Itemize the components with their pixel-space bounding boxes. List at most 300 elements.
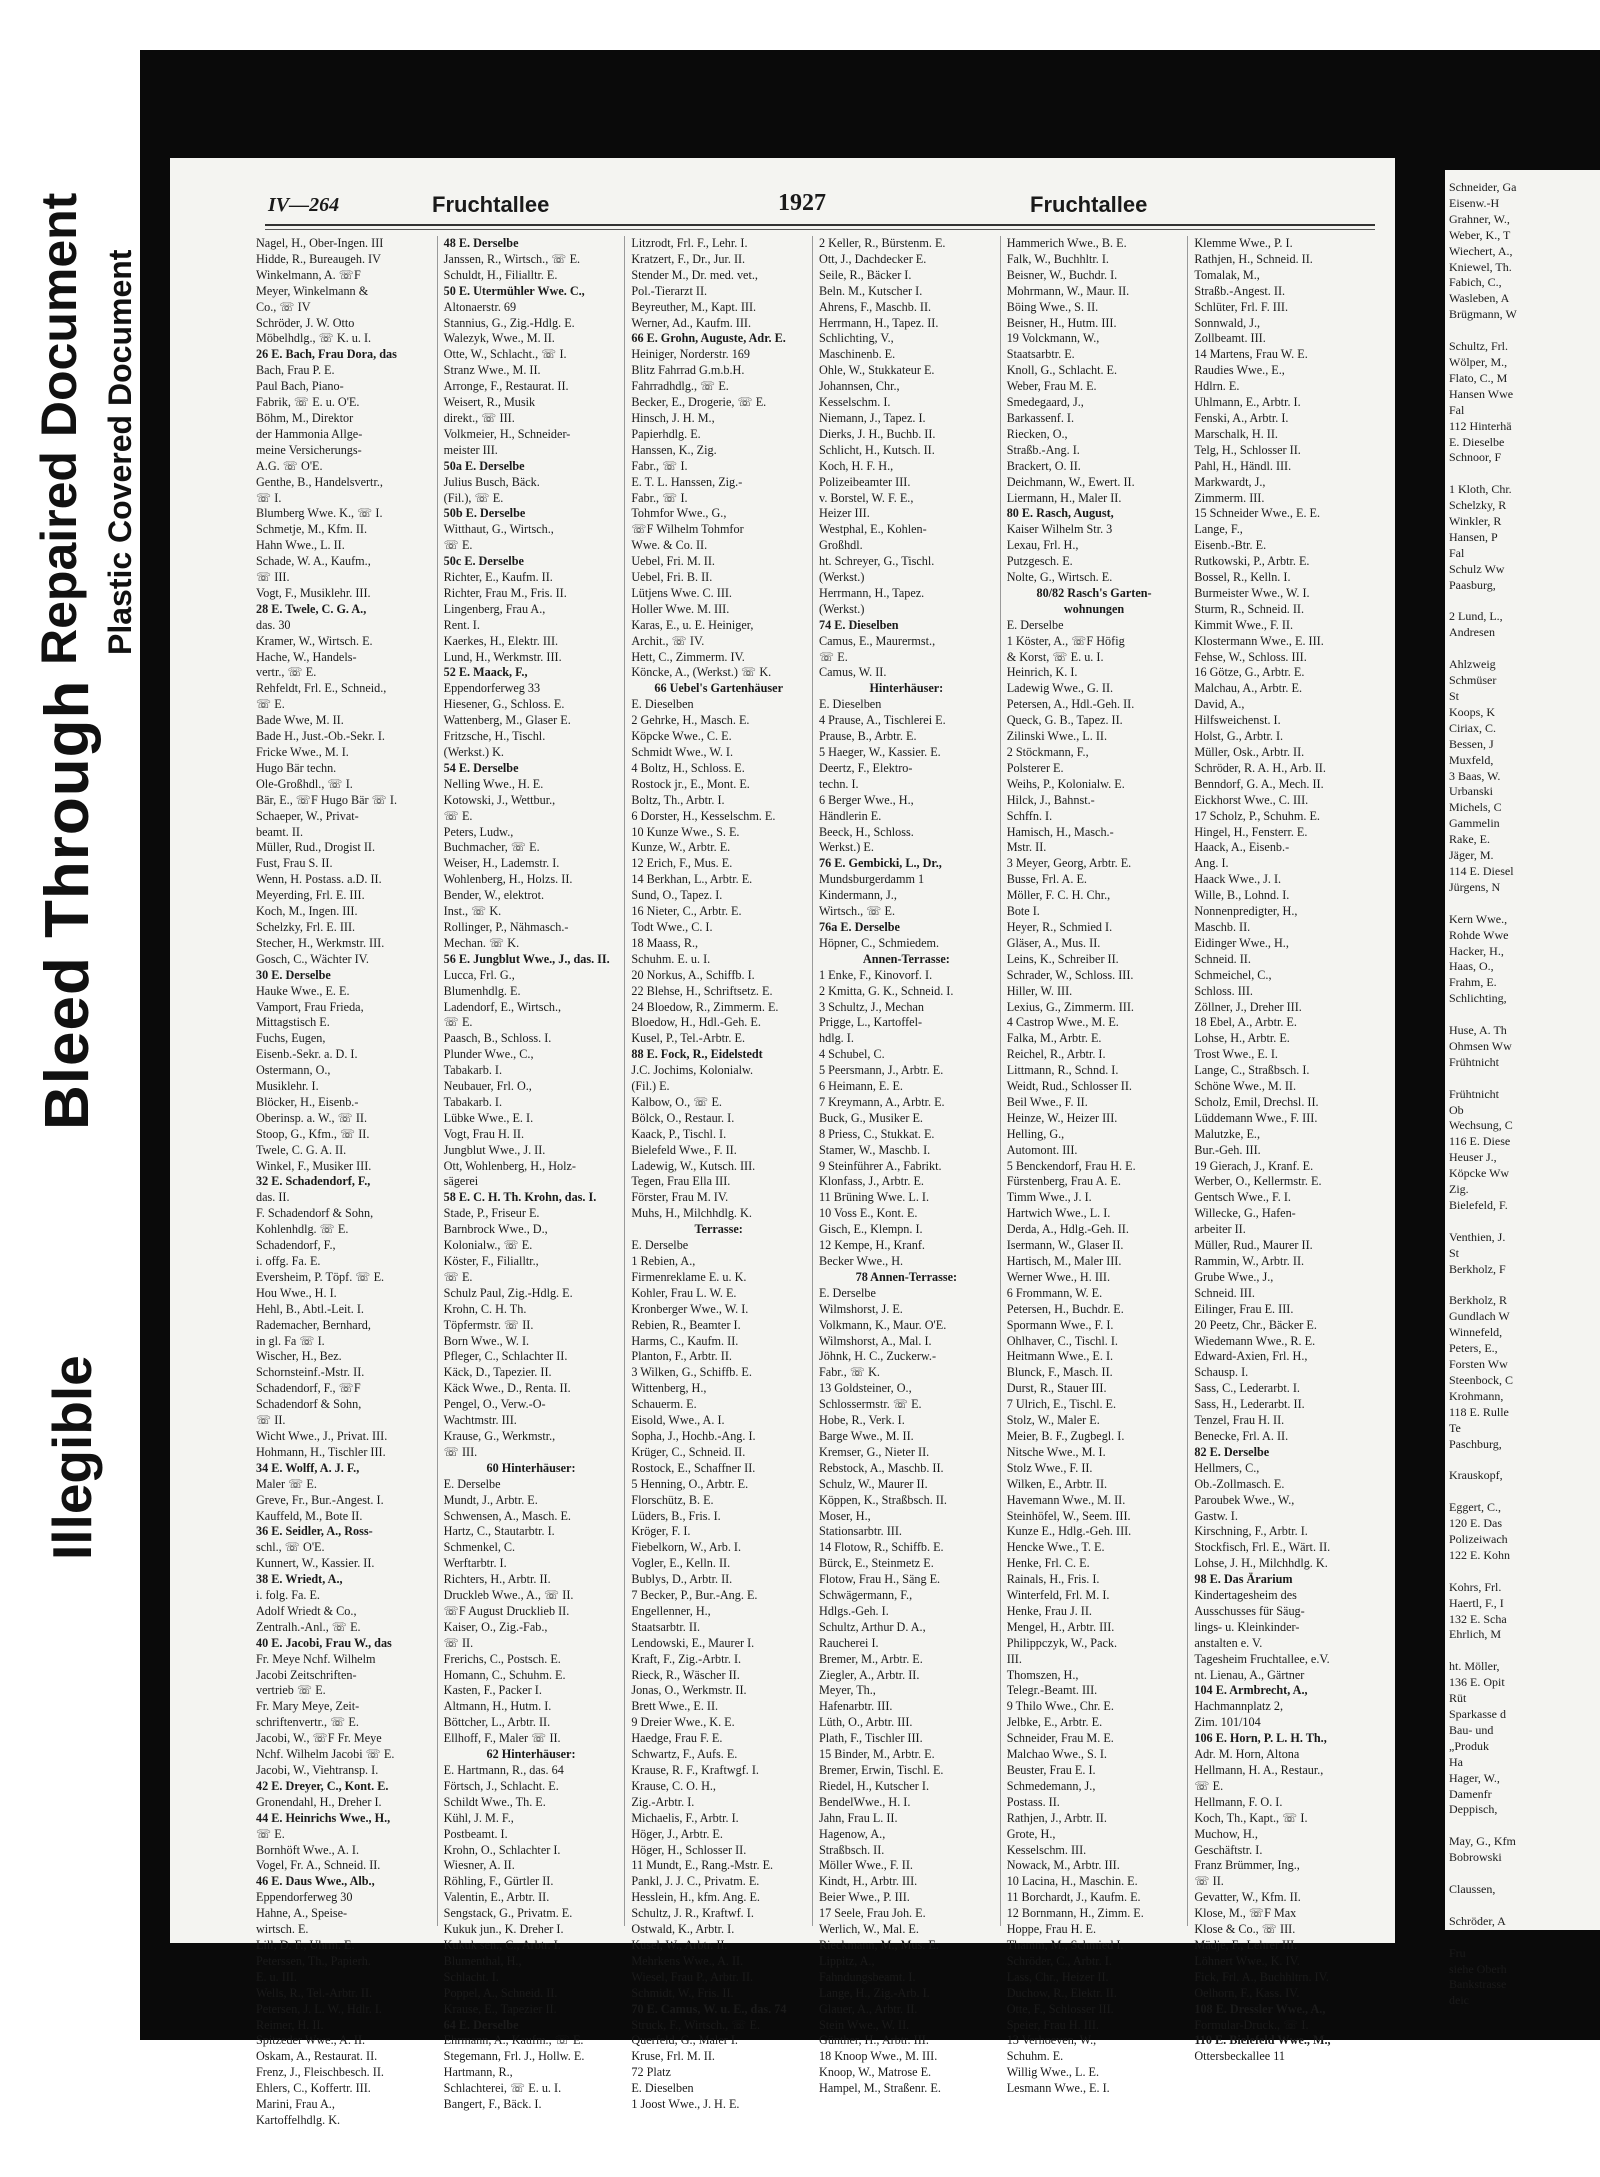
directory-entry: Bur.-Geh. III. xyxy=(1194,1142,1261,1157)
directory-entry: 42 E. Dreyer, C., Kont. E. xyxy=(256,1778,389,1793)
directory-entry: Johannsen, Chr., xyxy=(819,379,900,394)
directory-entry: Littmann, R., Schnd. I. xyxy=(1006,1063,1119,1078)
directory-entry: 6 Berger Wwe., H., xyxy=(819,792,914,807)
directory-entry: Hdlgs.-Geh. I. xyxy=(819,1603,889,1618)
directory-entry: Thamm, M., Schmied I. xyxy=(1006,1937,1124,1952)
directory-entry: 5 Peersmann, J., Arbtr. E. xyxy=(819,1063,944,1078)
facing-entry: Heuser J., xyxy=(1449,1150,1497,1165)
directory-entry: Falk, W., Buchhltr. I. xyxy=(1006,251,1109,266)
directory-entry: Hilck, J., Bahnst.- xyxy=(1006,792,1095,807)
facing-entry: 2 Lund, L., xyxy=(1449,609,1503,624)
directory-entry: Beln. M., Kutscher I. xyxy=(819,283,923,298)
directory-entry: 11 Borchardt, J., Kaufm. E. xyxy=(1006,1890,1141,1905)
directory-entry: Straßbsch. II. xyxy=(819,1842,885,1857)
directory-entry: Hellmann, F. O. I. xyxy=(1194,1794,1283,1809)
directory-entry: Ellhoff, F., Maler ☏ II. xyxy=(443,1731,561,1746)
directory-entry: Haack Wwe., J. I. xyxy=(1194,872,1282,887)
directory-entry: Deertz, F., Elektro- xyxy=(819,760,913,775)
directory-entry: Schlüter, Frl. F. III. xyxy=(1194,299,1289,314)
directory-entry: Hencke Wwe., T. E. xyxy=(1006,1540,1105,1555)
facing-entry: Kniewel, Th. xyxy=(1449,259,1512,274)
page-header xyxy=(170,158,1395,217)
directory-entry: 1 Rebien, A., xyxy=(631,1254,696,1268)
directory-entry: 1 Köster, A., ☏F Höfig xyxy=(1006,633,1125,648)
directory-entry: Heitmann Wwe., E. I. xyxy=(1006,1349,1114,1364)
facing-entry: siehe Oberh xyxy=(1449,1961,1507,1976)
directory-entry: Deichmann, W., Ewert. II. xyxy=(1006,474,1135,489)
header-rule-thin xyxy=(265,229,1375,230)
directory-entry: E. T. L. Hanssen, Zig.- xyxy=(631,474,743,489)
page-number: IV—264 xyxy=(268,194,340,216)
directory-entry: Haack, A., Eisenb.- xyxy=(1194,840,1290,855)
directory-entry: Kunnert, W., Kassier. II. xyxy=(256,1556,375,1571)
facing-entry xyxy=(1449,1214,1596,1230)
directory-entry: Tabakarb. I. xyxy=(443,1063,503,1078)
directory-entry: Archit., ☏ IV. xyxy=(631,633,705,648)
directory-entry: Schulz Paul, Zig.-Hdlg. E. xyxy=(443,1285,573,1300)
directory-entry: Kesselschm. III. xyxy=(1006,1842,1087,1857)
directory-entry: 3 Meyer, Georg, Arbtr. E. xyxy=(1006,856,1132,871)
directory-entry: Schornsteinf.-Mstr. II. xyxy=(256,1365,365,1380)
directory-entry: Zollbeamt. III. xyxy=(1194,331,1266,346)
directory-entry: Rammin, W., Arbtr. II. xyxy=(1194,1254,1305,1268)
directory-entry: Malchau, A., Arbtr. E. xyxy=(1194,681,1302,696)
facing-entry: 118 E. Rulle xyxy=(1449,1404,1509,1419)
directory-entry: Blitz Fahrrad G.m.b.H. xyxy=(631,363,745,378)
directory-entry: Heinze, W., Heizer III. xyxy=(1006,1110,1118,1125)
facing-entry: Forsten Ww xyxy=(1449,1357,1508,1372)
directory-entry: Kindermann, J., xyxy=(819,888,897,903)
directory-entry: Zig.-Arbtr. I. xyxy=(631,1794,695,1809)
directory-entry: Ostwald, K., Arbtr. I. xyxy=(631,1922,735,1937)
facing-entry: Eisenw.-H xyxy=(1449,195,1500,210)
directory-entry: Schauerm. E. xyxy=(631,1397,697,1412)
directory-entry: Blumenhdlg. E. xyxy=(443,983,521,998)
directory-entry: 18 Maass, R., xyxy=(631,935,699,950)
directory-entry: Weidt, Rud., Schlosser II. xyxy=(1006,1079,1132,1094)
directory-entry: Mädje, F., Lehrer III. xyxy=(1194,1937,1298,1952)
directory-entry: Hidde, R., Bureaugeh. IV xyxy=(256,251,381,266)
directory-entry: Bach, Frau P. E. xyxy=(256,363,335,378)
directory-entry: Edward-Axien, Frl. H., xyxy=(1194,1349,1308,1364)
directory-entry: Nchf. Wilhelm Jacobi ☏ E. xyxy=(256,1747,395,1762)
directory-entry: Gentsch Wwe., F. I. xyxy=(1194,1190,1291,1205)
directory-entry: Böhm, M., Direktor xyxy=(256,410,354,425)
directory-entry: 82 E. Derselbe xyxy=(1194,1444,1270,1459)
facing-entry: Rake, E. xyxy=(1449,832,1490,847)
directory-entry: Koch, M., Ingen. III. xyxy=(256,904,358,919)
directory-entry: Twele, C. G. A. II. xyxy=(256,1142,347,1157)
directory-entry: 14 Flotow, R., Schiffb. E. xyxy=(819,1540,944,1555)
directory-entry: (Fil.), ☏ E. xyxy=(443,490,504,505)
directory-entry: Hou Wwe., H. I. xyxy=(256,1285,337,1300)
directory-entry: Schmeichel, C., xyxy=(1194,967,1272,982)
facing-entry: Claussen, xyxy=(1449,1881,1496,1896)
directory-entry: 108 E. Dressler Wwe., A., xyxy=(1194,2001,1326,2016)
directory-entry: Querfeld, G., Maler I. xyxy=(631,2033,738,2048)
directory-entry: Niemann, J., Tapez. I. xyxy=(819,410,926,425)
directory-entry: vertrieb ☏ E. xyxy=(256,1683,326,1698)
directory-entry: Adolf Wriedt & Co., xyxy=(256,1603,357,1618)
directory-entry: Stockfisch, Frl. E., Wärt. II. xyxy=(1194,1540,1331,1555)
directory-entry: Lüders, B., Fris. I. xyxy=(631,1508,721,1523)
directory-entry: Beier Wwe., P. III. xyxy=(819,1890,910,1905)
directory-entry: Mechan. ☏ K. xyxy=(443,935,520,950)
facing-entry xyxy=(1449,896,1596,912)
directory-entry: Formular-Druck., ☏ I. xyxy=(1194,2017,1309,2032)
directory-entry: Mohrmann, W., Maur. II. xyxy=(1006,283,1130,298)
directory-entry: Lütjens Wwe. C. III. xyxy=(631,585,732,600)
directory-entry: Ang. I. xyxy=(1194,856,1229,871)
directory-entry: Telg, H., Schlosser II. xyxy=(1194,442,1301,457)
directory-entry: Lohse, H., Arbtr. E. xyxy=(1194,1031,1290,1046)
plastic-covered-label: Plastic Covered Document xyxy=(102,249,138,655)
directory-entry: Fürstenberg, Frau A. E. xyxy=(1006,1174,1121,1189)
directory-entry: Wiedemann Wwe., R. E. xyxy=(1194,1333,1316,1348)
facing-entry: Michels, C xyxy=(1449,800,1502,815)
directory-entry: wirtsch. E. xyxy=(256,1922,309,1937)
directory-entry: Jacobi, W., Viehtransp. I. xyxy=(256,1763,379,1777)
directory-entry: 6 Frommann, W. E. xyxy=(1006,1285,1103,1300)
directory-entry: Kimmit Wwe., F. II. xyxy=(1194,617,1294,632)
directory-entry: Arronge, F., Restaurat. II. xyxy=(443,379,569,394)
directory-entry: E. u. III. xyxy=(256,1969,297,1984)
directory-entry: Michaelis, F., Arbtr. I. xyxy=(631,1810,739,1825)
facing-entry: Huse, A. Th xyxy=(1449,1023,1507,1038)
directory-column-4 xyxy=(813,236,1001,2096)
directory-entry: Wittenberg, H., xyxy=(631,1381,707,1396)
directory-entry: Werftarbtr. I. xyxy=(443,1556,507,1571)
facing-entry: Haas, O., xyxy=(1449,959,1494,974)
directory-entry: Wirtsch., ☏ E. xyxy=(819,904,896,919)
directory-entry: Homann, C., Schuhm. E. xyxy=(443,1667,566,1682)
directory-entry: Beisner, H., Hutm. III. xyxy=(1006,315,1117,330)
directory-entry: Peters, Ludw., xyxy=(443,824,514,839)
directory-entry: Hartwich Wwe., L. I. xyxy=(1006,1206,1111,1221)
directory-entry: Rehfeldt, Frl. E., Schneid., xyxy=(256,681,387,696)
directory-entry: Gastw. I. xyxy=(1194,1508,1238,1523)
directory-entry: Richters, H., Arbtr. II. xyxy=(443,1572,551,1587)
directory-entry: Kohler, Frau L. W. E. xyxy=(631,1285,737,1300)
directory-entry: Richter, E., Kaufm. II. xyxy=(443,570,553,585)
directory-entry: Speier, Frau H. III. xyxy=(1006,2017,1099,2032)
directory-entry: Kremser, G., Nieter II. xyxy=(819,1444,930,1459)
directory-entry: ☏ II. xyxy=(256,1413,286,1428)
facing-entry: Kohrs, Frl. xyxy=(1449,1579,1502,1594)
directory-entry: Werkst.) E. xyxy=(819,840,874,855)
facing-entry: Berkholz, R xyxy=(1449,1293,1507,1308)
directory-entry: Schröder, R. A. H., Arb. II. xyxy=(1194,760,1326,775)
directory-entry: Schröder, C., Arbtr. I. xyxy=(1006,1953,1112,1968)
directory-entry: 30 E. Derselbe xyxy=(256,967,331,982)
directory-entry: Lucca, Frl. G., xyxy=(443,967,515,982)
directory-entry: Altonaerstr. 69 xyxy=(443,299,517,314)
facing-entry: Rohde Wwe xyxy=(1449,927,1509,942)
directory-entry: Philippczyk, W., Pack. xyxy=(1006,1635,1118,1650)
directory-entry: Sonnwald, J., xyxy=(1194,315,1261,330)
directory-entry: Hartisch, M., Maler III. xyxy=(1006,1254,1122,1268)
directory-entry: Lippitz, A., xyxy=(819,1953,875,1968)
directory-entry: schl., ☏ O'E. xyxy=(256,1540,325,1555)
facing-entry: May, G., Kfm xyxy=(1449,1834,1516,1849)
directory-entry: Uebel, Fri. M. II. xyxy=(631,554,715,569)
facing-entry: Ob xyxy=(1449,1102,1464,1117)
directory-entry: Prause, B., Arbtr. E. xyxy=(819,729,917,744)
directory-entry: Hesslein, H., kfm. Ang. E. xyxy=(631,1890,760,1905)
directory-entry: Röhling, F., Gürtler II. xyxy=(443,1874,554,1889)
directory-page xyxy=(170,158,1395,2127)
directory-entry: Fust, Frau S. II. xyxy=(256,856,333,871)
directory-entry: Petersen, A., Hdl.-Geh. II. xyxy=(1006,697,1135,712)
directory-entry: Winkel, F., Musiker III. xyxy=(256,1158,372,1173)
directory-entry: Meier, B. F., Zugbegl. I. xyxy=(1006,1428,1125,1443)
directory-entry: 9 Steinführer A., Fabrikt. xyxy=(819,1158,942,1173)
directory-entry: Köster, F., Filialltr., xyxy=(443,1254,539,1268)
directory-entry: Helling, G., xyxy=(1006,1126,1065,1141)
directory-entry: Musiklehr. I. xyxy=(256,1079,319,1094)
directory-entry: 5 Henning, O., Arbtr. E. xyxy=(631,1476,749,1491)
directory-entry: Durst, R., Stauer III. xyxy=(1006,1381,1107,1396)
directory-entry: 110 E. Bielefeld Wwe., M., xyxy=(1194,2033,1331,2048)
directory-entry: Schröder, J. W. Otto xyxy=(256,315,355,330)
directory-entry: 13 Goldsteiner, O., xyxy=(819,1381,912,1396)
directory-entry: Schultz, Arthur D. A., xyxy=(819,1619,926,1634)
repaired-document-label: Repaired Document xyxy=(31,192,87,665)
directory-entry: Tenzel, Frau H. II. xyxy=(1194,1413,1285,1428)
directory-entry: Florschütz, B. E. xyxy=(631,1492,714,1507)
directory-entry: Schulz, W., Maurer II. xyxy=(819,1476,928,1491)
facing-entry xyxy=(1449,1071,1596,1087)
directory-entry: Seile, R., Bäcker I. xyxy=(819,267,912,282)
directory-entry: Lübke Wwe., E. I. xyxy=(443,1110,534,1125)
facing-entry: Ha xyxy=(1449,1754,1463,1769)
directory-entry: 12 Kempe, H., Kranf. xyxy=(819,1238,925,1253)
directory-entry: Beyreuther, M., Kapt. III. xyxy=(631,299,757,314)
directory-entry: Valentin, E., Arbtr. II. xyxy=(443,1890,550,1905)
directory-entry: 5 Benckendorf, Frau H. E. xyxy=(1006,1158,1136,1173)
directory-entry: Hellmers, C., xyxy=(1194,1460,1260,1475)
directory-entry: Förster, Frau M. IV. xyxy=(631,1190,729,1205)
directory-entry: 64 E. Derselbe xyxy=(443,2017,519,2032)
directory-entry: 66 Uebel's Gartenhäuser xyxy=(654,681,783,696)
facing-entry: „Produk xyxy=(1449,1738,1489,1753)
directory-entry: Schelzky, Frl. E. III. xyxy=(256,919,356,934)
directory-entry: Falka, M., Arbtr. E. xyxy=(1006,1031,1102,1046)
facing-entry: Krohmann, xyxy=(1449,1388,1504,1403)
directory-column-2 xyxy=(438,236,626,2112)
directory-entry: David, A., xyxy=(1194,697,1245,712)
facing-entry: Hager, W., xyxy=(1449,1770,1500,1785)
directory-entry: Staatsarbtr. II. xyxy=(631,1619,701,1634)
directory-entry: 50b E. Derselbe xyxy=(443,506,526,521)
directory-entry: Koch, H. F. H., xyxy=(819,458,894,473)
directory-columns xyxy=(250,236,1375,2127)
directory-entry: Tagesheim Fruchtallee, e.V. xyxy=(1194,1651,1330,1666)
directory-entry: Liermann, H., Maler II. xyxy=(1006,490,1122,505)
directory-entry: Maschinenb. E. xyxy=(819,347,896,362)
directory-entry: Kaerkes, H., Elektr. III. xyxy=(443,633,559,648)
facing-entry: Fru xyxy=(1449,1945,1466,1960)
directory-entry: Schlossermstr. ☏ E. xyxy=(819,1397,922,1412)
directory-entry: 17 Scholz, P., Schuhm. E. xyxy=(1194,808,1320,823)
directory-entry: Schmidt Wwe., W. I. xyxy=(631,745,734,759)
directory-entry: Sopha, J., Hochb.-Ang. I. xyxy=(631,1428,756,1443)
directory-entry: Werner, Ad., Kaufm. III. xyxy=(631,315,752,330)
directory-entry: Kirschning, F., Arbtr. I. xyxy=(1194,1524,1308,1539)
directory-entry: Rieckmann, M., Mus. E. xyxy=(819,1937,939,1952)
directory-entry: 74 E. Dieselben xyxy=(819,617,899,632)
directory-entry: i. folg. Fa. E. xyxy=(256,1588,320,1603)
facing-entry: Urbanski xyxy=(1449,784,1493,799)
directory-entry: Schlicht, H., Kutsch. II. xyxy=(819,442,935,457)
directory-entry: Schneid. II. xyxy=(1194,951,1251,966)
directory-entry: 76a E. Derselbe xyxy=(819,919,900,934)
directory-entry: Frenz, J., Fleischbesch. II. xyxy=(256,2065,384,2080)
directory-entry: Stoop, G., Kfm., ☏ II. xyxy=(256,1126,370,1141)
directory-entry: ☏ I. xyxy=(256,490,282,505)
directory-entry: Gläser, A., Mus. II. xyxy=(1006,935,1101,950)
directory-entry: Kusel, P., Tel.-Arbtr. E. xyxy=(631,1031,746,1046)
directory-entry: Duchow, R., Elektr. II. xyxy=(1006,1985,1117,2000)
directory-entry: Böing Wwe., S. II. xyxy=(1006,299,1099,314)
directory-entry: Busse, Frl. A. E. xyxy=(1006,872,1087,887)
directory-entry: Stationsarbtr. III. xyxy=(819,1524,902,1539)
directory-entry: Pahl, H., Händl. III. xyxy=(1194,458,1292,473)
directory-entry: Kaiser, O., Zig.-Fab., xyxy=(443,1619,548,1634)
directory-entry: Uebel, Fri. B. II. xyxy=(631,570,713,585)
directory-entry: Fr. Meye Nchf. Wilhelm xyxy=(256,1651,376,1666)
directory-entry: Lange, F., xyxy=(1194,522,1243,537)
directory-entry: ☏ E. xyxy=(256,1826,285,1841)
directory-entry: Barnbrock Wwe., D., xyxy=(443,1222,548,1237)
directory-entry: Schaeper, W., Privat- xyxy=(256,808,359,823)
directory-entry: Malutzke, E., xyxy=(1194,1126,1261,1141)
directory-entry: Schneid. III. xyxy=(1194,1285,1255,1300)
directory-entry: Bote I. xyxy=(1006,904,1040,919)
directory-entry: Lesmann Wwe., E. I. xyxy=(1006,2081,1110,2096)
directory-entry: 54 E. Derselbe xyxy=(443,760,519,775)
facing-entry xyxy=(1449,594,1596,610)
directory-entry: Staatsarbtr. E. xyxy=(1006,347,1075,362)
directory-entry: J.C. Jochims, Kolonialw. xyxy=(631,1063,754,1078)
directory-entry: Tabakarb. I. xyxy=(443,1094,503,1109)
directory-entry: Poppel, A., Schneid. II. xyxy=(443,1985,558,2000)
directory-entry: Raucherei I. xyxy=(819,1635,879,1650)
facing-entry: 1 Kloth, Chr. xyxy=(1449,482,1512,497)
directory-entry: Hauke Wwe., E. E. xyxy=(256,983,350,998)
directory-entry: Rainals, H., Fris. I. xyxy=(1006,1572,1100,1587)
facing-entry: Winnefeld, xyxy=(1449,1325,1503,1340)
directory-entry: 50c E. Derselbe xyxy=(443,554,524,569)
directory-entry: Weihs, P., Kolonialw. E. xyxy=(1006,776,1125,791)
facing-entry: Brügmann, W xyxy=(1449,307,1517,322)
directory-entry: Wenn, H. Postass. a.D. II. xyxy=(256,872,382,887)
directory-entry: Lexius, G., Zimmerm. III. xyxy=(1006,999,1134,1014)
directory-entry: 6 Dorster, H., Kesselschm. E. xyxy=(631,808,776,823)
directory-entry: Tegen, Frau Ella III. xyxy=(631,1174,731,1189)
directory-entry: Schadendorf, F., xyxy=(256,1238,336,1253)
directory-entry: Hartmann, R., xyxy=(443,2065,513,2080)
directory-entry: 4 Castrop Wwe., M. E. xyxy=(1006,1015,1119,1030)
directory-entry: Neubauer, Frl. O., xyxy=(443,1079,532,1094)
directory-entry: vertr., ☏ E. xyxy=(256,665,317,680)
directory-entry: Mittagstisch E. xyxy=(256,1015,330,1030)
directory-entry: Sengstack, G., Privatm. E. xyxy=(443,1906,573,1921)
directory-entry: 78 Annen-Terrasse: xyxy=(855,1269,958,1284)
directory-entry: Wischer, H., Bez. xyxy=(256,1349,342,1364)
directory-entry: BendelWwe., H. I. xyxy=(819,1794,911,1809)
directory-entry: Frerichs, C., Postsch. E. xyxy=(443,1651,561,1666)
directory-entry: Kraft, F., Zig.-Arbtr. I. xyxy=(631,1651,742,1666)
directory-entry: Straßb.-Ang. I. xyxy=(1006,442,1080,457)
directory-entry: Ott, J., Dachdecker E. xyxy=(819,251,927,266)
directory-entry: Pankl, J. J. C., Privatm. E. xyxy=(631,1874,760,1889)
directory-entry: Händlerin E. xyxy=(819,808,882,823)
directory-entry: Ohlhaver, C., Tischl. I. xyxy=(1006,1333,1118,1348)
directory-entry: Lass, Chr., Heizer II. xyxy=(1006,1969,1109,1984)
directory-entry: Eisenb.-Sekr. a. D. I. xyxy=(256,1047,358,1062)
directory-entry: 104 E. Armbrecht, A., xyxy=(1194,1683,1308,1698)
directory-entry: 16 Götze, G., Arbtr. E. xyxy=(1194,665,1305,680)
directory-entry: Stein Wwe., W. II. xyxy=(819,2017,910,2032)
directory-entry: Oberinsp. a. W., ☏ II. xyxy=(256,1110,368,1125)
directory-entry: Timm Wwe., J. I. xyxy=(1006,1190,1092,1205)
directory-entry: Bloedow, H., Hdl.-Geh. E. xyxy=(631,1015,761,1030)
facing-entry: Winkler, R xyxy=(1449,514,1502,529)
directory-entry: Paasch, B., Schloss. I. xyxy=(443,1031,552,1046)
facing-entry: ht. Möller, xyxy=(1449,1659,1500,1674)
facing-entry xyxy=(1449,1898,1596,1914)
directory-entry: Barge Wwe., M. II. xyxy=(819,1428,914,1443)
directory-entry: Janssen, R., Wirtsch., ☏ E. xyxy=(443,251,581,266)
directory-entry: 14 Berkhan, L., Arbtr. E. xyxy=(631,872,753,887)
directory-entry: Ole-Großhdl., ☏ I. xyxy=(256,776,353,791)
directory-entry: Bade H., Just.-Ob.-Sekr. I. xyxy=(256,729,385,744)
facing-entry xyxy=(1449,641,1596,657)
directory-entry: Fenski, A., Arbtr. I. xyxy=(1194,410,1289,425)
directory-entry: Kratzert, F., Dr., Jur. II. xyxy=(631,251,746,266)
directory-entry: ☏F Wilhelm Tohmfor xyxy=(631,522,744,537)
directory-entry: Blunck, F., Masch. II. xyxy=(1006,1365,1113,1380)
directory-entry: Fahndungsbeamt. I. xyxy=(819,1969,916,1984)
directory-entry: Holst, G., Arbtr. I. xyxy=(1194,729,1284,744)
illegible-label: Illegible xyxy=(41,1355,103,1560)
facing-entry: Berkholz, F xyxy=(1449,1261,1506,1276)
directory-entry: Maschb. II. xyxy=(1194,919,1251,934)
directory-entry: Hiesener, G., Schloss. E. xyxy=(443,697,565,712)
directory-entry: i. offg. Fa. E. xyxy=(256,1254,321,1268)
directory-entry: Vamport, Frau Frieda, xyxy=(256,999,364,1014)
bleed-through-label: Bleed Through xyxy=(33,679,102,1130)
facing-entry: Rüt xyxy=(1449,1691,1467,1706)
directory-entry: Burmeister Wwe., W. I. xyxy=(1194,585,1310,600)
directory-entry: ☏ III. xyxy=(256,570,290,585)
facing-entry: Paasburg, xyxy=(1449,577,1496,592)
directory-entry: E. Dieselben xyxy=(819,697,882,712)
directory-entry: Ladendorf, E., Wirtsch., xyxy=(443,999,562,1014)
directory-entry: Werlich, W., Mal. E. xyxy=(819,1922,919,1937)
directory-entry: Schffn. I. xyxy=(1006,808,1053,823)
directory-entry: Gronendahl, H., Dreher I. xyxy=(256,1794,382,1809)
facing-entry: Sparkasse d xyxy=(1449,1707,1506,1721)
directory-entry: Hohmann, H., Tischler III. xyxy=(256,1444,386,1459)
directory-entry: Wiesel, Frau P., Arbtr. II. xyxy=(631,1969,754,1984)
directory-entry: Schadendorf & Sohn, xyxy=(256,1397,362,1412)
directory-entry: 88 E. Fock, R., Eidelstedt xyxy=(631,1047,763,1062)
directory-entry: Höger, H., Schlosser II. xyxy=(631,1842,747,1857)
directory-entry: Schwartz, F., Aufs. E. xyxy=(631,1747,738,1762)
directory-entry: Westphal, E., Kohlen- xyxy=(819,522,927,537)
